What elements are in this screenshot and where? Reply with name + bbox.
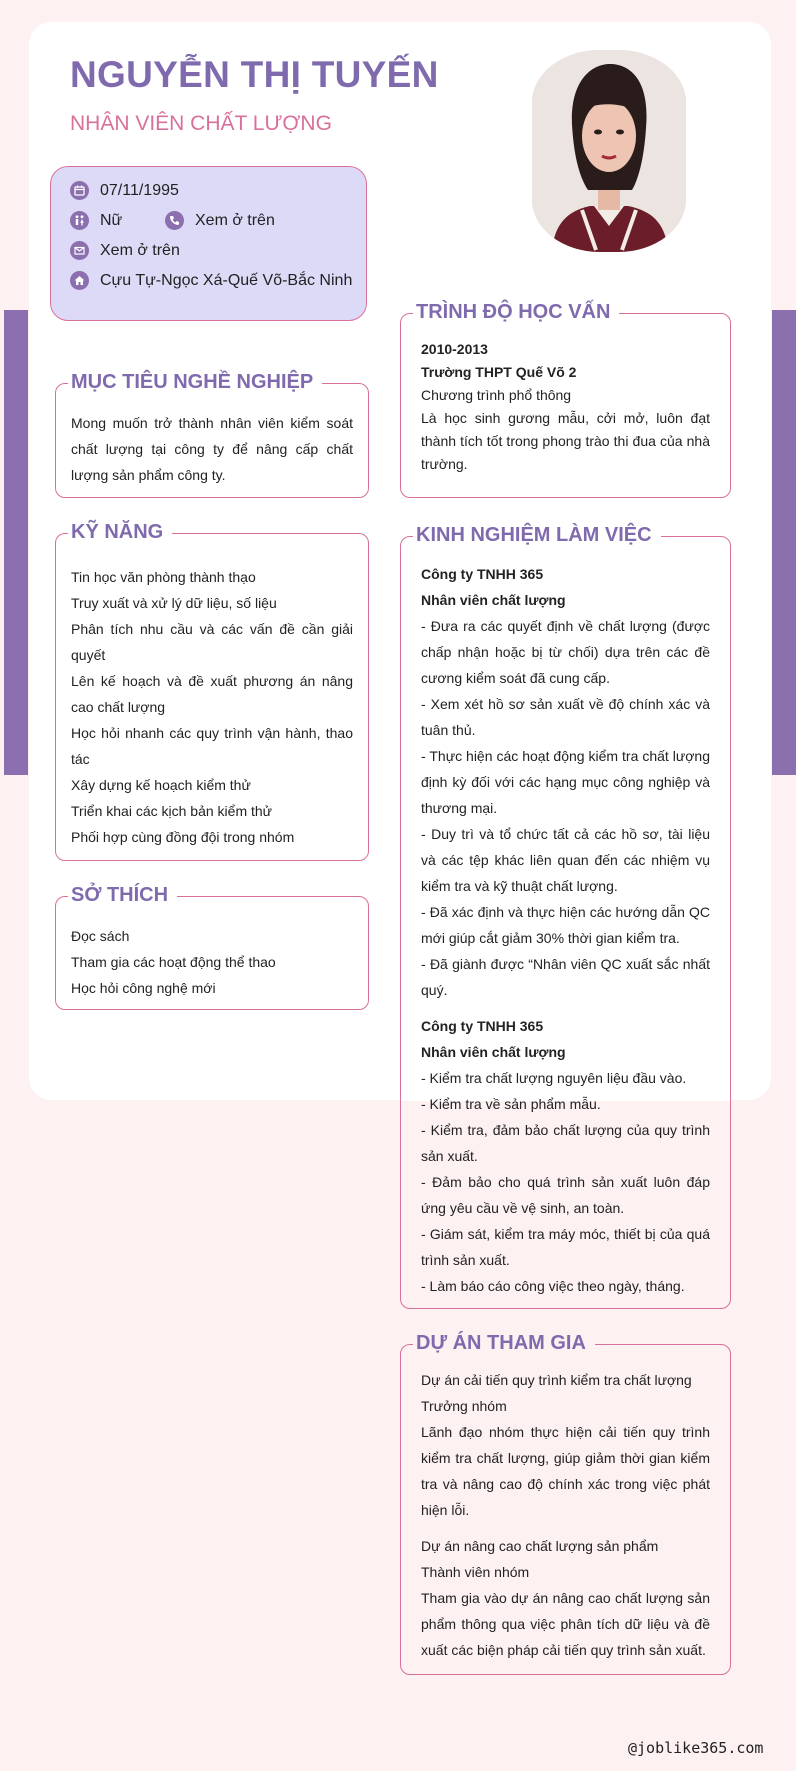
education-body: [421, 338, 710, 476]
gender-value: Nữ: [100, 211, 123, 229]
objective-text: Mong muốn trở thành nhân viên kiểm soát chất lượng tại công ty để nâng cấp chất lượng sản phẩm công ty.: [71, 415, 353, 483]
skill-item: Lên kế hoạch và đề xuất phương án nâng cao chất lượng: [71, 673, 353, 715]
job-task: - Làm báo cáo công việc theo ngày, tháng.: [421, 1278, 685, 1294]
project-role: Trưởng nhóm: [421, 1398, 507, 1414]
hobbies-section: [55, 884, 369, 1010]
skill-item: Triển khai các kịch bản kiểm thử: [71, 803, 273, 819]
hobby-item: Tham gia các hoạt động thể thao: [71, 954, 276, 970]
hobbies-list: [71, 923, 353, 1001]
experience-section: [400, 524, 731, 1309]
skill-item: Học hỏi nhanh các quy trình vận hành, thao tác: [71, 725, 353, 767]
phone-value: Xem ở trên: [195, 211, 275, 229]
gender-icon: [70, 211, 89, 230]
job-company: Công ty TNHH 365: [421, 566, 544, 582]
job-task: - Xem xét hồ sơ sản xuất về độ chính xác và tuân thủ.: [421, 696, 710, 738]
education-section: [400, 301, 731, 498]
skill-item: Tin học văn phòng thành thạo: [71, 569, 256, 585]
right-decor-band: [772, 310, 796, 775]
skill-item: Phân tích nhu cầu và các vấn đề cần giải quyết: [71, 621, 353, 663]
contact-info-box: [50, 166, 367, 321]
job-task: - Kiểm tra chất lượng nguyên liệu đầu vào.: [421, 1070, 687, 1086]
hobby-item: Học hỏi công nghệ mới: [71, 980, 216, 996]
job-company: Công ty TNHH 365: [421, 1018, 544, 1034]
education-program: Chương trình phổ thông: [421, 387, 572, 403]
skills-title: KỸ NĂNG: [68, 519, 172, 545]
education-title: TRÌNH ĐỘ HỌC VẤN: [413, 299, 619, 325]
job-task: - Giám sát, kiểm tra máy móc, thiết bị của quá trình sản xuất.: [421, 1226, 710, 1268]
skill-item: Truy xuất và xử lý dữ liệu, số liệu: [71, 595, 277, 611]
job-position: Nhân viên chất lượng: [421, 1044, 566, 1060]
objective-section: [55, 371, 369, 498]
job-entry: [421, 1013, 710, 1299]
birthday-row: [70, 181, 179, 200]
job-position: Nhân viên chất lượng: [421, 592, 566, 608]
projects-body: [421, 1367, 710, 1663]
job-task: - Đã giành được “Nhân viên QC xuất sắc nhất quý.: [421, 956, 710, 998]
experience-title: KINH NGHIỆM LÀM VIỆC: [413, 522, 661, 548]
skill-item: Xây dựng kế hoạch kiểm thử: [71, 777, 251, 793]
job-entry: [421, 561, 710, 1003]
skill-item: Phối hợp cùng đồng đội trong nhóm: [71, 829, 295, 845]
gender-row: [70, 211, 122, 230]
birthday-value: 07/11/1995: [100, 181, 179, 199]
address-row: [70, 271, 352, 290]
project-description: Tham gia vào dự án nâng cao chất lượng sản phẩm thông qua việc phân tích dữ liệu và đề xuất các biện pháp cải tiến quy trình sản xuất.: [421, 1590, 710, 1658]
profile-photo: [532, 50, 686, 252]
projects-title: DỰ ÁN THAM GIA: [413, 1330, 595, 1356]
project-entry: [421, 1533, 710, 1663]
education-school: Trường THPT Quế Võ 2: [421, 364, 577, 380]
footer-watermark: @joblike365.com: [628, 1739, 764, 1757]
phone-icon: [165, 211, 184, 230]
left-decor-band: [4, 310, 28, 775]
job-task: - Thực hiện các hoạt động kiểm tra chất lượng định kỳ đối với các hạng mục công nghiệp và thương mại.: [421, 748, 710, 816]
job-task: - Đảm bảo cho quá trình sản xuất luôn đáp ứng yêu cầu về vệ sinh, an toàn.: [421, 1174, 710, 1216]
project-name: Dự án cải tiến quy trình kiểm tra chất lượng: [421, 1372, 692, 1388]
project-role: Thành viên nhóm: [421, 1564, 530, 1580]
candidate-name: NGUYỄN THỊ TUYẾN: [70, 54, 439, 95]
education-description: Là học sinh gương mẫu, cởi mở, luôn đạt thành tích tốt trong phong trào thi đua của nhà trường.: [421, 410, 710, 472]
education-period: 2010-2013: [421, 341, 488, 357]
project-name: Dự án nâng cao chất lượng sản phẩm: [421, 1538, 659, 1554]
candidate-title: NHÂN VIÊN CHẤT LƯỢNG: [70, 112, 332, 135]
job-task: - Kiểm tra về sản phẩm mẫu.: [421, 1096, 601, 1112]
job-task: - Kiểm tra, đảm bảo chất lượng của quy trình sản xuất.: [421, 1122, 710, 1164]
job-task: - Duy trì và tổ chức tất cả các hồ sơ, tài liệu và các tệp khác liên quan đến các nhiệm vụ kiểm tra và kỹ thuật chất lượng.: [421, 826, 710, 894]
hobbies-title: SỞ THÍCH: [68, 882, 177, 908]
home-icon: [70, 271, 89, 290]
projects-section: [400, 1332, 731, 1675]
email-value: Xem ở trên: [100, 241, 180, 259]
project-entry: [421, 1367, 710, 1523]
job-task: - Đưa ra các quyết định về chất lượng (được chấp nhận hoặc bị từ chối) dựa trên các đề cương kiểm soát đã cung cấp.: [421, 618, 710, 686]
job-task: - Đã xác định và thực hiện các hướng dẫn QC mới giúp cắt giảm 30% thời gian kiểm tra.: [421, 904, 710, 946]
experience-body: [421, 561, 710, 1299]
calendar-icon: [70, 181, 89, 200]
hobby-item: Đọc sách: [71, 928, 130, 944]
email-row: [70, 241, 180, 260]
phone-row: [165, 211, 275, 230]
address-value: Cựu Tự-Ngọc Xá-Quế Võ-Bắc Ninh: [100, 271, 353, 289]
project-description: Lãnh đạo nhóm thực hiện cải tiến quy trình kiểm tra chất lượng, giúp giảm thời gian kiểm tra và nâng cao độ chính xác trong việc phát hiện lỗi.: [421, 1424, 710, 1518]
email-icon: [70, 241, 89, 260]
skills-section: [55, 521, 369, 861]
skills-list: [71, 564, 353, 850]
objective-title: MỤC TIÊU NGHỀ NGHIỆP: [68, 369, 322, 395]
